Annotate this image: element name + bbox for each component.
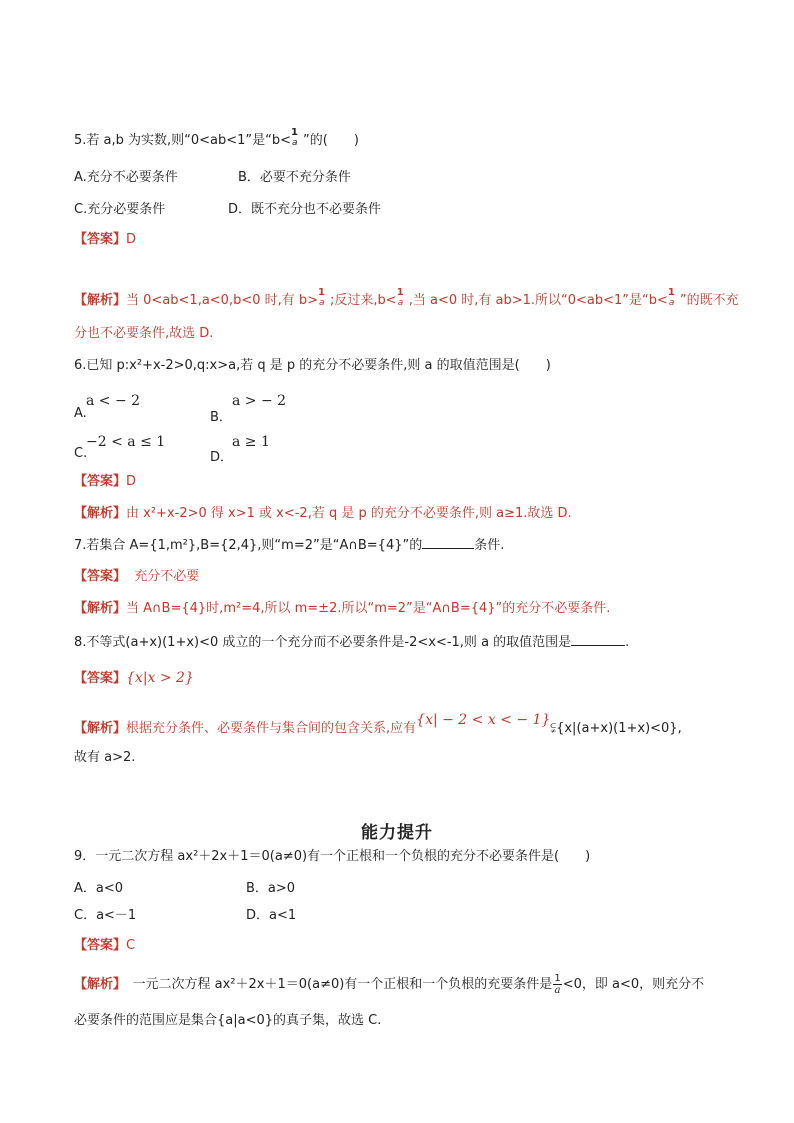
explanation-text: <0，即 a<0，则充分不 [562,977,705,992]
q9-option-b: B．a>0 [246,881,296,896]
q6-option-c-label: C. [74,446,88,461]
q6-explanation [74,505,572,523]
fill-blank [422,536,474,549]
q5-answer [74,231,136,249]
section-title: 能力提升 [361,823,433,843]
explanation-tag: 【解析】 [74,721,127,736]
q8-stem-part: 8.不等式(a+x)(1+x)<0 成立的一个充分而不必要条件是-2<x<-1,则 a 的取值范围是 [74,635,572,650]
q5-option-c: C.充分必要条件 [74,202,166,217]
q6-option-a-label: A. [74,406,87,421]
q8-stem-part: . [625,635,630,650]
answer-tag: 【答案】 [74,569,127,584]
q5-stem-part: ”的( ) [303,133,359,148]
q6-option-a-math: a < − 2 [86,393,141,409]
fraction-denominator: a [397,298,404,308]
q8-explanation-line2: 故有 a>2. [74,750,136,765]
explanation-text: 当 A∩B={4}时,m²=4,所以 m=±2.所以“m=2”是“A∩B={4}”的充分不必要条件. [126,601,611,616]
explanation-tag: 【解析】 [74,601,127,616]
q6-option-b-math: a > − 2 [232,393,287,409]
q9-stem: 9．一元二次方程 ax²＋2x＋1＝0(a≠0)有一个正根和一个负根的充分不必要条件是( ) [74,849,591,864]
fraction-denominator: a [319,298,325,308]
fraction-numerator: 1 [291,127,299,138]
explanation-text: 一元二次方程 ax²＋2x＋1＝0(a≠0)有一个正根和一个负根的充要条件是 [119,977,553,992]
fraction-numerator: 1 [318,287,326,298]
explanation-text: ⫋{x|(a+x)(1+x)<0}, [550,721,682,736]
q9-explanation [74,973,704,996]
explanation-tag: 【解析】 [74,293,127,308]
q7-explanation [74,600,610,618]
q5-stem [74,127,359,150]
q6-answer [74,473,136,491]
q8-stem [74,633,629,652]
q7-stem-part: 7.若集合 A={1,m²},B={2,4},则“m=2”是“A∩B={4}”的 [74,538,423,553]
q9-answer [74,937,135,955]
q6-option-d-math: a ≥ 1 [232,434,270,450]
fraction-denominator: a [554,985,561,996]
explanation-fraction [553,973,561,996]
explanation-text: 当 0<ab<1,a<0,b<0 时,有 b> [126,293,319,308]
q7-stem [74,536,504,555]
q9-option-c: C．a<－1 [74,908,137,923]
q8-answer [74,669,194,688]
answer-value: D [126,474,137,489]
q9-explanation-line2: 必要条件的范围应是集合{a|a<0}的真子集，故选 C. [74,1013,382,1028]
fraction-numerator: 1 [396,287,404,298]
q5-option-a: A.充分不必要条件 [74,170,178,185]
q9-option-a: A．a<0 [74,881,124,896]
answer-tag: 【答案】 [74,474,127,489]
q5-option-d: D．既不充分也不必要条件 [228,202,382,217]
q8-explanation [74,712,682,738]
explanation-text: ,当 a<0 时,有 ab>1.所以“0<ab<1”是“b< [408,293,668,308]
q6-option-b-label: B． [210,410,232,425]
q5-explanation-line2: 分也不必要条件,故选 D. [74,326,214,341]
answer-tag: 【答案】 [74,671,127,686]
fill-blank [571,633,625,646]
q5-explanation [74,287,739,310]
answer-value: D [126,232,137,247]
fraction-numerator: 1 [667,287,675,298]
q6-option-d-label: D． [210,450,234,465]
explanation-text: ;反过来,b< [330,293,397,308]
answer-value: C [126,938,136,953]
q6-option-c-math: −2 < a ≤ 1 [86,434,166,450]
explanation-text: 根据充分条件、必要条件与集合间的包含关系,应有 [126,721,417,736]
q5-option-b: B．必要不充分条件 [238,170,351,185]
answer-value: 充分不必要 [134,569,200,584]
fraction-denominator: a [668,298,675,308]
fraction-denominator: a [292,138,298,148]
answer-tag: 【答案】 [74,938,127,953]
answer-tag: 【答案】 [74,232,127,247]
explanation-tag: 【解析】 [74,977,120,992]
answer-value: {x|x > 2} [126,670,194,686]
explanation-tag: 【解析】 [74,506,127,521]
explanation-math: {x| − 2 < x < − 1} [416,712,551,728]
q9-option-d: D．a<1 [246,908,297,923]
fraction-numerator: 1 [554,973,561,984]
q7-answer [74,568,199,586]
q5-stem-part: 5.若 a,b 为实数,则“0<ab<1”是“b< [74,133,292,148]
explanation-text: ”的既不充 [679,293,739,308]
q7-stem-part: 条件. [474,538,505,553]
explanation-text: 由 x²+x-2>0 得 x>1 或 x<-2,若 q 是 p 的充分不必要条件,则 a≥1.故选 D. [126,506,572,521]
q6-stem: 6.已知 p:x²+x-2>0,q:x>a,若 q 是 p 的充分不必要条件,则 a 的取值范围是( ) [74,358,551,373]
